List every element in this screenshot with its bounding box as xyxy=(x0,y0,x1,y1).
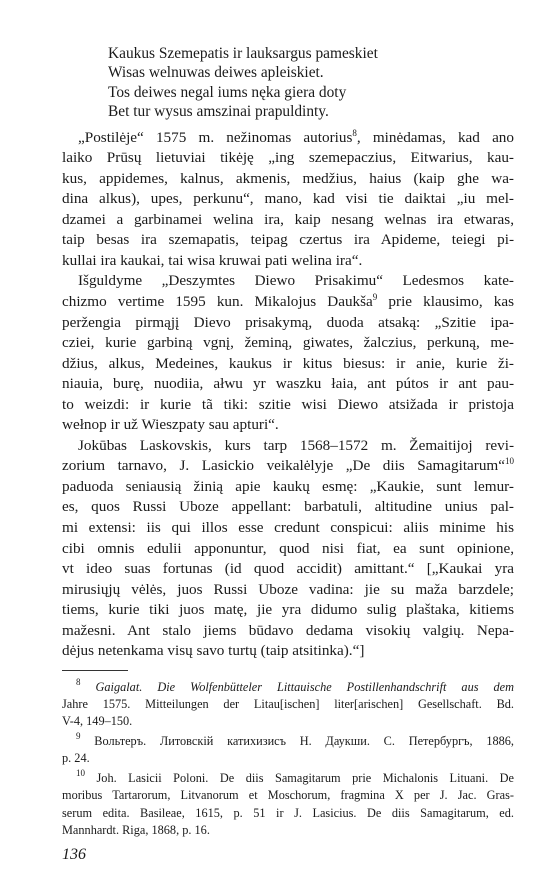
footnote-line: $^8$ Gaigalat. Die Wolfenbütteler Littauische Postillenhandschrift aus dem xyxy=(76,676,514,694)
verse-line: Kaukus Szemepatis ir lauksargus pameskiet xyxy=(108,45,378,62)
paragraph-line: mirusiųjų vėlės, juos Russi Uboze vadina: jie su maža barzdele; xyxy=(62,580,514,598)
footnote-line: Jahre 1575. Mitteilungen der Litau[ischen] liter[arischen] Gesellschaft. Bd. xyxy=(62,696,514,711)
footnote-line: V-4, 149–150. xyxy=(62,714,133,729)
paragraph-line: kullai ira kaukai, tai wisa kruwai pati welina ira“. xyxy=(62,251,363,269)
paragraph-line: paduoda seniausią žinią apie kaukų esmę: „Kaukie, sunt lemur- xyxy=(62,477,514,495)
paragraph-line: kus, appidemes, kalnus, akmenis, medžius, haius (kaip ghe wa- xyxy=(62,169,514,187)
page-number: 136 xyxy=(62,846,86,863)
footnote-line: p. 24. xyxy=(62,751,90,766)
paragraph-line: mi extensi: iis qui illos esse credunt conspicui: aliis minime his xyxy=(62,519,514,537)
verse-line: Wisas welnuwas deiwes apleiskiet. xyxy=(108,64,324,82)
paragraph-line: džius, alkus, Medeines, kaukus ir kitus biesus: ir anie, kurie ži- xyxy=(62,354,514,372)
footnote-number: 10 xyxy=(76,768,85,779)
paragraph-postile xyxy=(62,128,514,272)
paragraph-daukša xyxy=(62,271,514,435)
footnote-8 xyxy=(62,676,514,730)
paragraph-line: to weizdi: ir kurie tã tiki: szitie wisi Diewo atsižada ir pristoja xyxy=(62,395,514,413)
paragraph-line: wełnop ir už Wieszpaty sau apturi“. xyxy=(62,416,279,434)
footnote-line: Mannhardt. Riga, 1868, p. 16. xyxy=(62,822,210,837)
paragraph-line: cibi omnis edulii apponuntur, quod nisi fiat, ea sunt opinione, xyxy=(62,539,514,557)
verse-line: Tos deiwes negal iums nęka giera doty xyxy=(108,83,347,101)
verse-line: Bet tur wysus amszinai prapuldinty. xyxy=(108,103,329,121)
paragraph-line: Išguldyme „Deszymtes Diewo Prisakimu“ Ledesmos kate- xyxy=(78,272,514,290)
footnote-line: $^9$ Вольтеръ. Литовскій катихизисъ Н. Даукши. С. Петербургъ, 1886, xyxy=(76,731,514,749)
paragraph-line: laiko Prūsų lietuviai tikėję „ing szemepaczius, Eitwarius, kau- xyxy=(62,149,514,167)
footnote-number: 8 xyxy=(76,676,81,687)
paragraph-laskovskis xyxy=(62,436,514,662)
footnote-line: serum edita. Basileae, 1615, p. 51 ir J. Lasicius. De diis Samagitarum, ed. xyxy=(62,805,514,820)
paragraph-line: taip besas ira szemapatis, teipag czertus ira Apideme, teiegi pi- xyxy=(62,231,514,249)
footnotes xyxy=(62,676,514,839)
verse-quote xyxy=(108,44,514,122)
book-page xyxy=(62,44,514,842)
paragraph-line: zorium tarnavo, J. Lasickio veikalėlyje „De diis Samagitarum“$^{10}$ xyxy=(62,456,514,475)
paragraph-line: niauia, burę, nuodiia, ałwu yr waszku łaia, ant pútos ir ant pau- xyxy=(62,375,514,393)
paragraph-line: dina alkus), upes, perkunu“, mano, kad visi tie daiktai „iu mel- xyxy=(62,190,514,208)
paragraph-line: es, quos Russi Uboze appellant: barbatuli, altitudine unius pal- xyxy=(62,498,514,516)
footnote-divider xyxy=(62,670,128,671)
footnote-ref[interactable]: 10 xyxy=(505,456,514,467)
footnote-number: 9 xyxy=(76,731,81,742)
paragraph-line: cziei, kurie garbiną vgnį, žeminą, giwates, žalczius, perkuną, me- xyxy=(62,334,514,352)
paragraph-line: dėjus netenkama visų savo turtų (taip atsitinka).“] xyxy=(62,642,365,660)
paragraph-line: vt ideo suas fortunas (id quod accidit) amittant.“ [„Kaukai yra xyxy=(62,560,514,578)
body-text xyxy=(62,128,514,662)
footnote-line: $^{10}$ Joh. Lasicii Poloni. De diis Samagitarum prie Michalonis Lituani. De xyxy=(76,768,514,786)
paragraph-line: dzamei a garbinamei welina ira, kaip nesang welnas ira etwaras, xyxy=(62,210,514,228)
paragraph-line: Jokūbas Laskovskis, kurs tarp 1568–1572 m. Žemaitijoj revi- xyxy=(78,436,514,454)
paragraph-line: peržengia pirmąjį Dievo prisakymą, duoda atsaką: „Szitie ipa- xyxy=(62,313,514,331)
footnote-ref[interactable]: 9 xyxy=(372,292,378,302)
paragraph-line: tiems, kurie tiki juos matę, jie yra didumo sulig plaštaka, kitiems xyxy=(62,601,514,619)
footnote-9 xyxy=(62,733,514,767)
footnote-10 xyxy=(62,770,514,838)
footnote-line: moribus Tartarorum, Litvanorum et Moschorum, fragmina X per J. Jac. Gras- xyxy=(62,788,514,803)
footnote-ref[interactable]: 8 xyxy=(352,127,357,138)
paragraph-line: mažesni. Ant stalo jiems būdavo dedama visokių valgių. Nepa- xyxy=(62,621,514,639)
paragraph-line: chizmo vertime 1595 kun. Mikalojus Daukša$^9$ prie klausimo, kas xyxy=(62,292,514,310)
paragraph-line: „Postilėje“ 1575 m. nežinomas autorius$^8$, minėdamas, kad ano xyxy=(78,127,514,146)
